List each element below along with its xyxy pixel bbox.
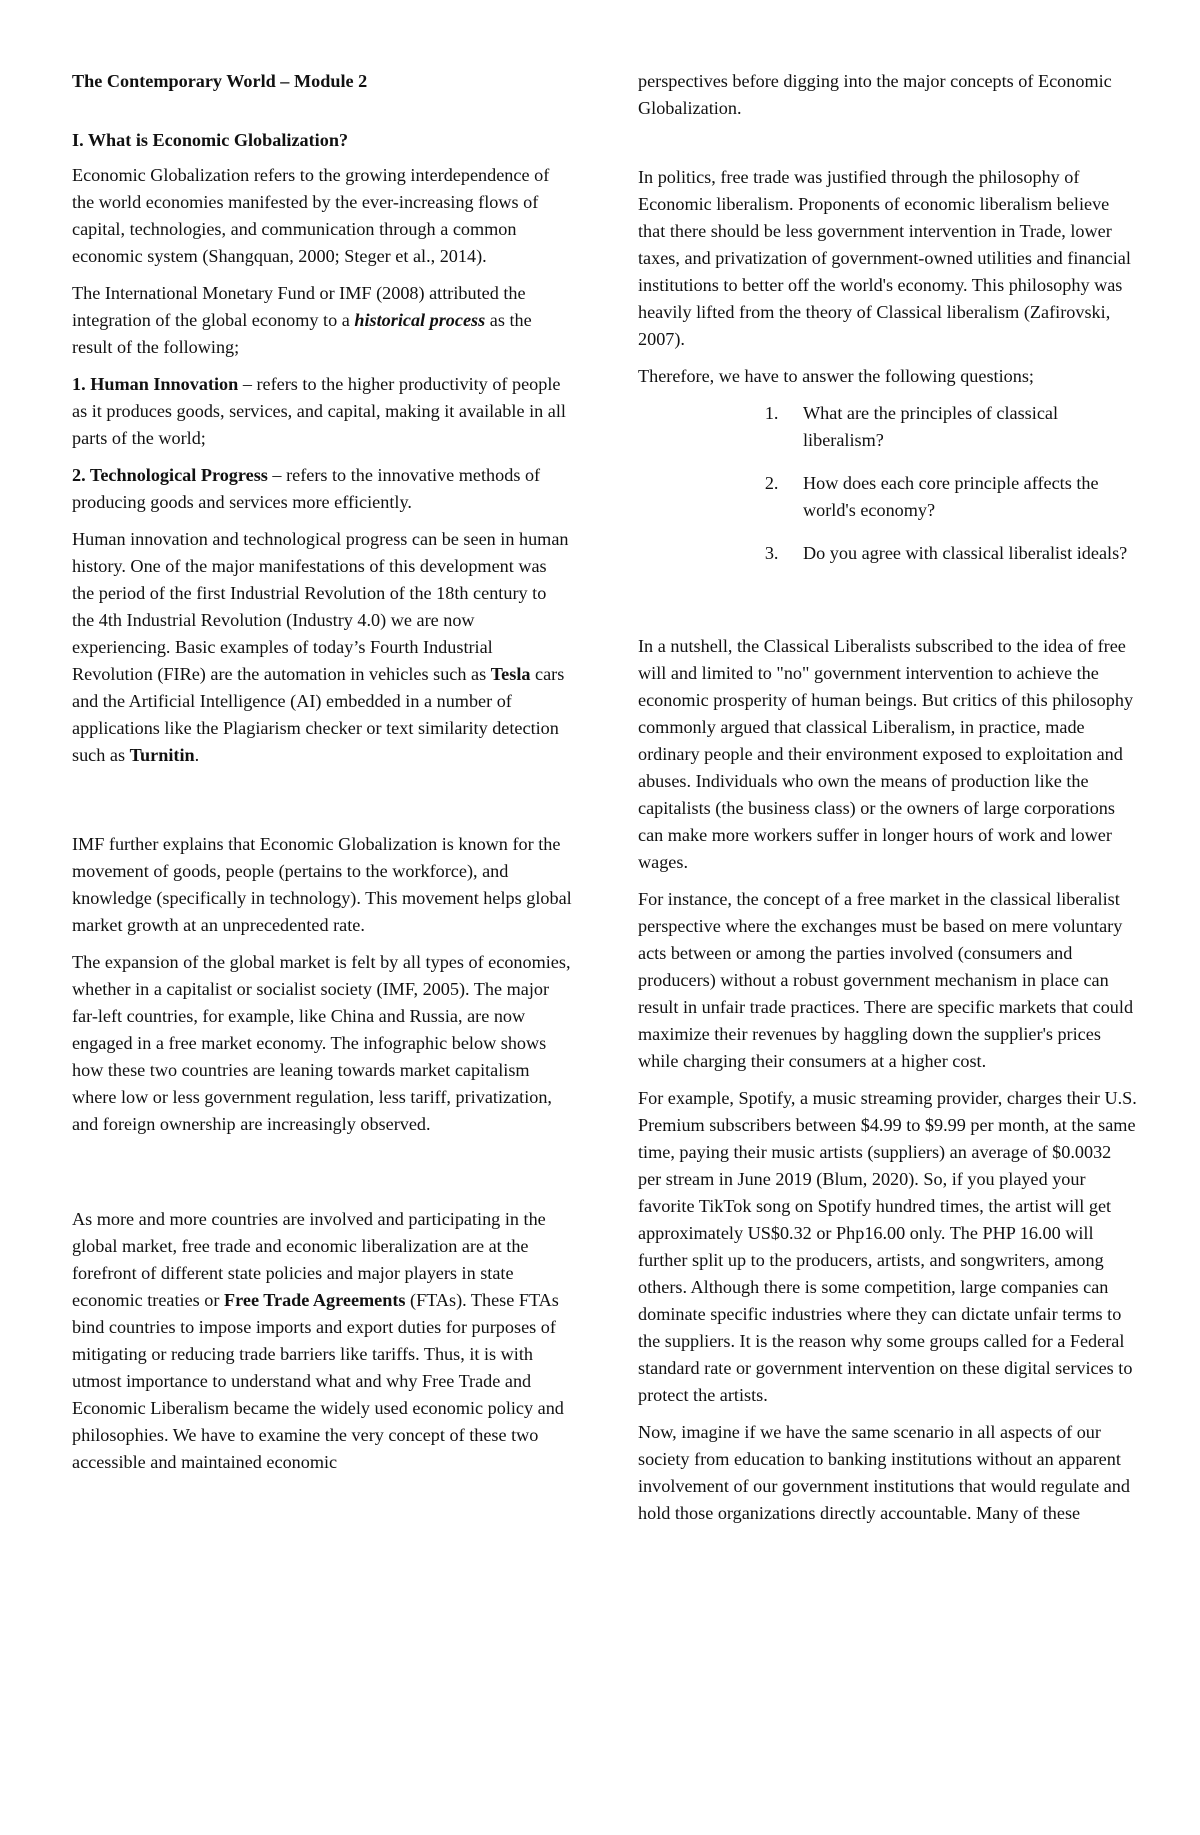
document-title: The Contemporary World – Module 2 bbox=[72, 71, 368, 91]
paragraph-definition: Economic Globalization refers to the growing interdependence of the world economies manifested by the ever-increasing flows of capital, technologies, and communication through a common economic system (Shangquan, 2000; Steger et al., 2014). bbox=[72, 165, 550, 266]
paragraph-nutshell: In a nutshell, the Classical Liberalists subscribed to the idea of free will and limited to "no" government intervention to achieve the economic prosperity of human beings. But critics of this philosophy commonly argued that classical Liberalism, in practice, made ordinary people and their environment exposed to exploitation and abuses. Individuals who own the means of production like the capitalists (the business class) or the owners of large corporations can make more workers suffer in longer hours of work and lower wages. bbox=[638, 636, 1134, 872]
paragraph-imf-movement: IMF further explains that Economic Globalization is known for the movement of goods, people (pertains to the workforce), and knowledge (specifically in technology). This movement helps global market growth at an unprecedented rate. bbox=[72, 834, 572, 935]
paragraph-questions-intro: Therefore, we have to answer the following questions; bbox=[638, 366, 1034, 386]
paragraph-ir-text: Human innovation and technological progress can be seen in human history. One of the major manifestations of this development was the period of the first Industrial Revolution of the 18th century to the 4th Industrial Revolution (Industry 4.0) we are now experiencing. Basic examples of today’s Fourth Industrial Revolution (FIRe) are the automation in vehicles such as bbox=[72, 529, 569, 684]
paragraph-global-market: The expansion of the global market is felt by all types of economies, whether in a capitalist or socialist society (IMF, 2005). The major far-left countries, for example, like China and Russia, are now engaged in a free market economy. The infographic below shows how these two countries are leaning towards market capitalism where low or less government regulation, less tariff, privatization, and foreign ownership are increasingly observed. bbox=[72, 952, 571, 1134]
item-technological-progress-label: 2. Technological Progress bbox=[72, 465, 268, 485]
paragraph-ft-tail: (FTAs). These FTAs bind countries to impose imports and export duties for purposes of mitigating or reducing trade barriers like tariffs. Thus, it is with utmost importance to understand what and why Free Trade and Economic Liberalism became the widely used economic policy and philosophies. We have to examine the very concept of these two accessible and maintained economic bbox=[72, 1290, 564, 1472]
list-item: 2. How does each core principle affects the world's economy? bbox=[783, 470, 1138, 524]
turnitin-term: Turnitin bbox=[129, 745, 195, 765]
paragraph-continued: perspectives before digging into the major concepts of Economic Globalization. bbox=[638, 71, 1112, 118]
paragraph-free-market: For instance, the concept of a free market in the classical liberalist perspective where the exchanges must be based on mere voluntary acts between or among the parties involved (consumers and producers) without a robust government mechanism in place can result in unfair trade practices. There are specific markets that could maximize their revenues by haggling down the supplier's prices while charging their consumers at a higher cost. bbox=[638, 889, 1134, 1071]
paragraph-industrial-revolution bbox=[72, 526, 572, 769]
paragraph-imf bbox=[72, 280, 572, 361]
list-item: 1. What are the principles of classical liberalism? bbox=[783, 400, 1138, 454]
paragraph-imagine: Now, imagine if we have the same scenario in all aspects of our society from education to banking institutions without an apparent involvement of our government institutions that would regulate and hold those organizations directly accountable. Many of these bbox=[638, 1422, 1130, 1523]
item-human-innovation-label: 1. Human Innovation bbox=[72, 374, 239, 394]
left-column bbox=[72, 68, 572, 1486]
historical-process-term: historical process bbox=[354, 310, 486, 330]
tesla-term: Tesla bbox=[490, 664, 531, 684]
paragraph-free-trade bbox=[72, 1206, 572, 1476]
item-human-innovation-text: – refers to the higher productivity of people as it produces goods, services, and capital, making it available in all parts of the world; bbox=[72, 374, 566, 448]
right-column bbox=[638, 68, 1138, 1537]
paragraph-spotify: For example, Spotify, a music streaming provider, charges their U.S. Premium subscribers between $4.99 to $9.99 per month, at the same time, paying their music artists (suppliers) an average of $0.0032 per stream in June 2019 (Blum, 2020). So, if you played your favorite TikTok song on Spotify hundred times, the artist will get approximately US$0.32 or Php16.00 only. The PHP 16.00 will further split up to the producers, artists, and songwriters, among others. Although there is some competition, large companies can dominate specific industries where they can dictate unfair terms to the suppliers. It is the reason why some groups called for a Federal standard rate or government intervention on these digital services to protect the artists. bbox=[638, 1088, 1137, 1405]
fta-term: Free Trade Agreements bbox=[224, 1290, 406, 1310]
item-technological-progress bbox=[72, 462, 572, 516]
list-item: 3. Do you agree with classical liberalist ideals? bbox=[783, 540, 1138, 567]
section-heading: I. What is Economic Globalization? bbox=[72, 130, 349, 150]
paragraph-ir-mid: cars and the Artificial Intelligence (AI) embedded in a number of applications like the Plagiarism checker or text similarity detection such as bbox=[72, 664, 565, 765]
item-human-innovation bbox=[72, 371, 572, 452]
paragraph-ir-end: . bbox=[194, 745, 200, 765]
paragraph-imf-text: The International Monetary Fund or IMF (2008) attributed the integration of the global economy to a bbox=[72, 283, 526, 330]
paragraph-economic-liberalism: In politics, free trade was justified through the philosophy of Economic liberalism. Proponents of economic liberalism believe that there should be less government intervention in Trade, lower taxes, and privatization of government-owned utilities and financial institutions to better off the world's economy. This philosophy was heavily lifted from the theory of Classical liberalism (Zafirovski, 2007). bbox=[638, 167, 1131, 349]
paragraph-imf-tail: as the result of the following; bbox=[72, 310, 532, 357]
questions-list bbox=[638, 400, 1138, 567]
item-technological-progress-text: – refers to the innovative methods of producing goods and services more efficiently. bbox=[72, 465, 541, 512]
paragraph-ft-text: As more and more countries are involved and participating in the global market, free trade and economic liberalization are at the forefront of different state policies and major players in state economic treaties or bbox=[72, 1209, 546, 1310]
